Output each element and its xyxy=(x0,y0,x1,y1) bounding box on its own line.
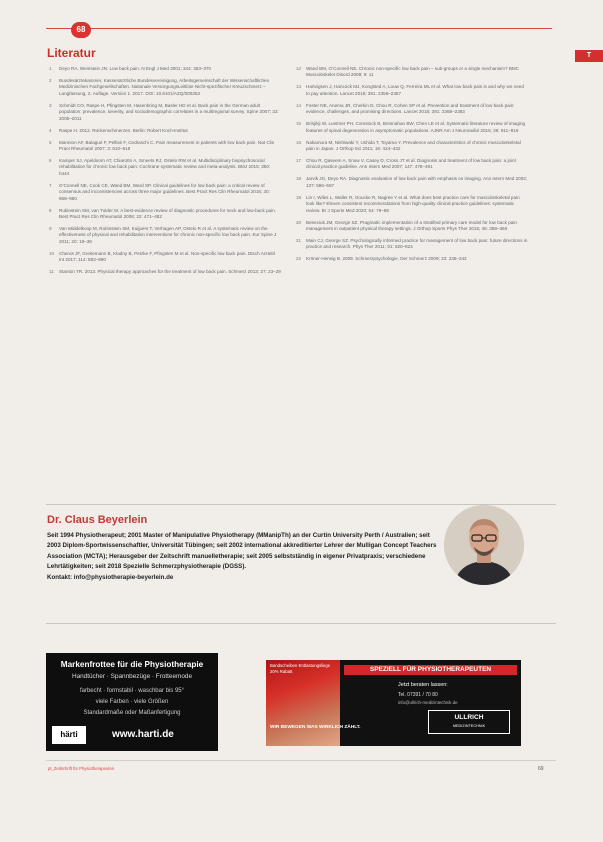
brand-subtitle: MEDIZINTECHNIK xyxy=(452,724,486,728)
reference-item: 12 Wand BM, O’Connell NE. Chronic non-specific low back pain – sub-groups or a single mechanism? BMC Musculoskelet Disord 2008; 9: 11 xyxy=(296,66,520,78)
reference-item: 4 Raspe H. 2012. Rückenschmerzen. Berlin: Robert Koch-Institut xyxy=(49,127,188,133)
ad-feature: Standardmaße oder Maßanfertigung xyxy=(83,710,181,716)
literature-heading: Literatur xyxy=(47,46,96,60)
footer-journal-name: pt_Zeitschrift für Physiotherapeuten xyxy=(48,766,115,771)
author-contact-link[interactable]: Kontakt: info@physiotherapie-beyerlein.de xyxy=(47,573,174,581)
references-left-column xyxy=(49,66,281,281)
reference-item: 7 O’Connell NE, Cook CE, Wand BM, Ward SP. Clinical guidelines for low back pain: a critical review of consensus and inconsistencies across three major guidelines. Best Pract Res Clin Rheumatol 2016; 30: 968–980 xyxy=(49,182,270,201)
reference-item: 17 Chou R, Qaseem A, Snow V, Casey D, Cross JT et al. Diagnosis and treatment of low back pain: a joint clinical practice guideline. Ann Intern Med 2007; 147: 478–491 xyxy=(296,158,516,170)
footer-page-number: 69 xyxy=(538,766,544,772)
ad-phone: Tel. 07391 / 70 80 xyxy=(398,692,438,698)
page-number-badge: 68 xyxy=(71,22,91,38)
footer-rule xyxy=(46,760,556,761)
reference-item: 14 Foster NE, Anema JR, Cherkin D, Chou R, Cohen SP et al. Prevention and treatment of low back pain: evidence, challenges, and promising directions. Lancet 2018; 391: 2368–2383 xyxy=(296,102,515,115)
author-bio-text: Seit 1994 Physiotherapeut; 2001 Master of Manipulative Physiotherapy (MManipTh) an der Curtin University Perth / Australien; seit 2003 Diplom-Sportwissenschaftler, Universität Tübingen; seit 2002 international akkreditierter Lehrer der Mulligan Concept Teachers Association (MCTA); Herausgeber der Zeitschrift manuelletherapie; seit 2005 selbstständig in eigener Privatpraxis; verschiedene Lehrtätigkeiten; seit 2018 Spezielle Schmerzphysiotherapie (DGSS). xyxy=(47,532,437,571)
reference-item: 6 Kamper SJ, Apeldoorn AT, Chiarotto A, Smeets RJ, Ostelo RW et al. Multidisciplinary biopsychosocial rehabilitation for chronic low back pain: Cochrane systematic review and meta-analysis. BMJ 2015; 350: h444 xyxy=(49,158,271,176)
harti-url-link[interactable]: www.harti.de xyxy=(112,729,174,740)
reference-item: 11 Stanton TR. 2013. Physical therapy approaches for the treatment of low back pain. Schmerz 2013; 27: 23–29 xyxy=(49,269,281,275)
reference-item: 10 Chenot JF, Greitemann B, Kladny B, Petzke F, Pfingsten M et al. Non-specific low back pain. Dtsch Arztebl Int 2017; 114: 883–890 xyxy=(49,250,276,263)
section-divider xyxy=(46,623,556,624)
reference-item: 22 Kröner-Herwig B. 2009. Schmerzpsychologie. Der Schmerz 2009; 23: 236–243 xyxy=(296,256,467,262)
reference-item: 19 Lin I, Wiles L, Waller R, Goucke R, Nagree Y et al. What does best practice care for musculoskeletal pain look like? Eleven consistent recommendations from high-quality clinical practice guidelines: systematic review. Br J Sports Med 2020; 54: 79–86 xyxy=(296,194,520,213)
reference-item: 1 Deyo RA, Weinstein JN. Low back pain. N Engl J Med 2001; 344: 363–370 xyxy=(49,66,212,71)
top-rule xyxy=(46,28,552,29)
reference-item: 18 Jarvik JG, Deyo RA. Diagnostic evaluation of low back pain with emphasis on imaging. Ann Intern Med 2002; 137: 586–597 xyxy=(296,176,528,188)
author-bio xyxy=(47,531,437,583)
author-portrait-icon xyxy=(444,505,524,585)
harti-logo: härti xyxy=(52,726,86,744)
ad-email-link[interactable]: info@ullrich-medizintechnik.de xyxy=(398,700,458,705)
reference-item: 5 Mannion AF, Balagué F, Pellisé F, Cedraschi C. Pain measurement in patients with low back pain. Nat Clin Pract Rheumatol 2007; 3: 610–618 xyxy=(49,139,275,152)
ad-feature: farbecht · formstabil · waschbar bis 95° xyxy=(79,688,185,694)
reference-item: 8 Rubinstein SM, van Tulder M. A best-evidence review of diagnostic procedures for neck and low-back pain. Best Pract Res Clin Rheumatol 2008; 22: 471–482 xyxy=(49,207,277,220)
ad-title-banner: SPEZIELL FÜR PHYSIOTHERAPEUTEN xyxy=(344,665,517,675)
reference-item: 20 Beneciuk JM, George SZ. Pragmatic implementation of a stratified primary care model for low back pain management in outpatient physical therapy settings. J Orthop Sports Phys Ther 2015; 45: 358–366 xyxy=(296,219,517,232)
section-side-tab: T xyxy=(575,50,603,62)
reference-item: 16 Nakamura M, Nishiwaki Y, Ushida T, Toyama Y. Prevalence and characteristics of chronic musculoskeletal pain in Japan. J Orthop Sci 2011; 16: 424–432 xyxy=(296,139,521,152)
reference-item: 15 Brinjikji W, Luetmer PH, Comstock B, Bresnahan BW, Chen LE et al. Systematic literature review of imaging features of spinal degeneration in asymptomatic populations. AJNR Am J Neuroradiol 2015; 36: 811–816 xyxy=(296,121,526,133)
reference-item: 9 Van Middelkoop M, Rubinstein SM, Kuijpers T, Verhagen AP, Ostelo R et al. A systematic review on the effectiveness of physical and rehabilitation interventions for chronic non-specific low back pain. Eur Spine J 2011; 20: 19–39 xyxy=(49,226,277,244)
author-name: Dr. Claus Beyerlein xyxy=(47,514,148,526)
reference-item: 3 Schmidt CO, Raspe H, Pfingsten M, Hasenbring M, Basler HD et al. Back pain in the German adult population: prevalence, severity, and sociodemographic correlates in a multiregional survey. Spine 2007; 32: 2005–2011 xyxy=(49,102,279,121)
ullrich-logo xyxy=(428,710,510,734)
reference-item: 13 Hartvigsen J, Hancock MJ, Kongsted A, Louw Q, Ferreira ML et al. What low back pain is and why we need to pay attention. Lancet 2018; 391: 2356–2367 xyxy=(296,84,524,96)
ad-offer-text: Bandscheiben-Entlastungsliege 20% Rabatt xyxy=(270,663,331,674)
references-right-column xyxy=(296,66,528,268)
harti-advertisement[interactable] xyxy=(46,653,218,751)
ad-slogan: WIR BEWEGEN WAS WIRKLICH ZÄHLT. xyxy=(270,725,361,730)
reference-item: 21 Main CJ, George SZ. Psychologically informed practice for management of low back pain: future directions in practice and research. Phys Ther 2011; 91: 820–824 xyxy=(296,238,528,250)
reference-item: 2 Bundesärztekammer, Kassenärztliche Bundesvereinigung, Arbeitsgemeinschaft der Wissenschaftlichen Medizinischen Fachgesellschaften. Nationale VersorgungsLeitlinie Nicht-spezifischer Kreuzschmerz – Langfassung, 2. Auflage. Version 1. 2017. DOI: 10.6101/AZQ/000353 xyxy=(49,78,270,96)
ad-subline: Handtücher · Spannbezüge · Frotteemode xyxy=(71,673,193,680)
ad-headline: Markenfrottee für die Physiotherapie xyxy=(60,660,204,669)
brand-name: ULLRICH xyxy=(454,714,484,721)
ullrich-advertisement[interactable] xyxy=(266,660,521,746)
ad-feature: viele Farben · viele Größen xyxy=(95,699,169,705)
ad-call-to-action: Jetzt beraten lassen: xyxy=(398,682,448,688)
author-avatar xyxy=(444,505,524,585)
